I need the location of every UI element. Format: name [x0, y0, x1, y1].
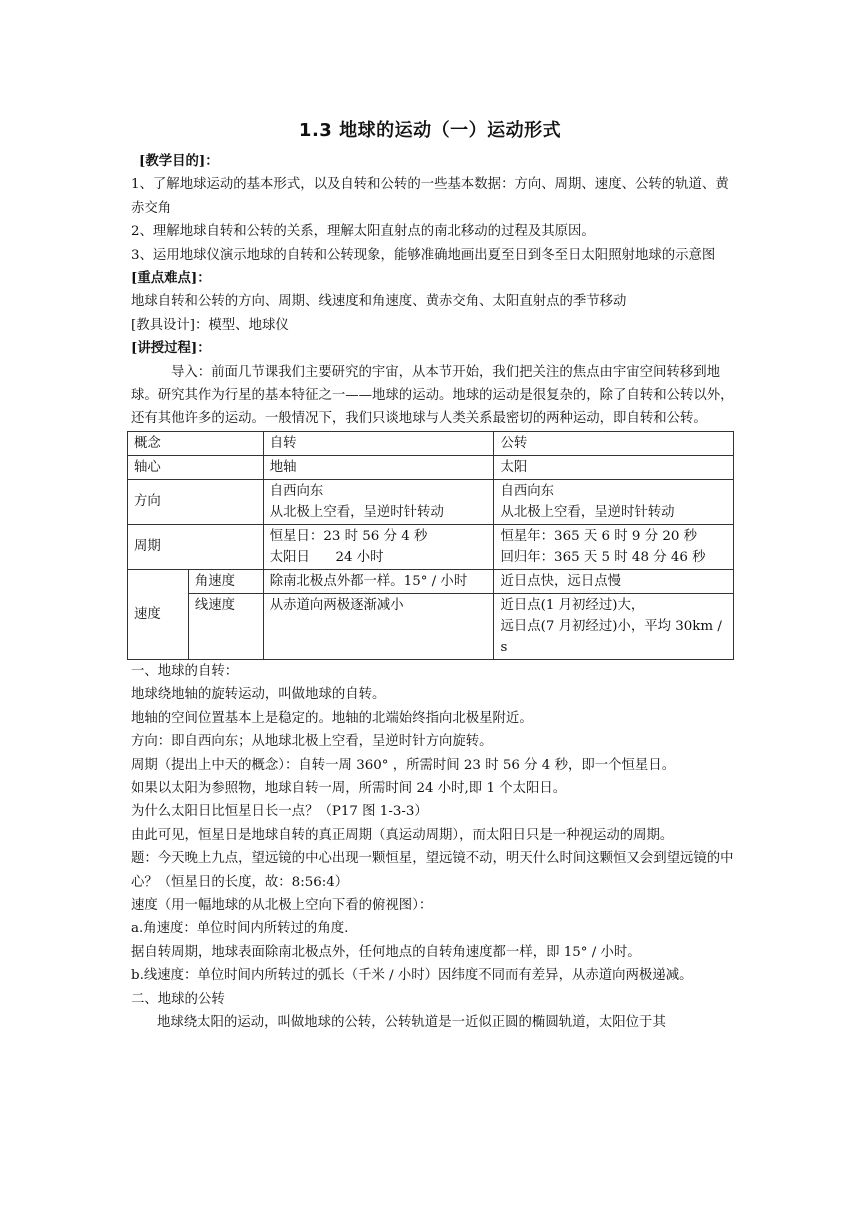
- table-cell: 方向: [128, 479, 264, 524]
- section-heading: 二、地球的公转: [131, 991, 225, 1007]
- body-line: 地球绕太阳的运动，叫做地球的公转，公转轨道是一近似正圆的椭圆轨道，太阳位于其: [157, 1014, 666, 1030]
- table-header-cell: 公转: [494, 431, 734, 455]
- body-line: 方向：即自西向东；从地球北极上空看，呈逆时针方向旋转。: [131, 734, 493, 750]
- page-title: 1.3 地球的运动（一）运动形式: [298, 120, 562, 141]
- cell-line: 从北极上空看，呈逆时针转动: [500, 504, 675, 520]
- cell-line: 从北极上空看，呈逆时针转动: [269, 504, 444, 520]
- key-text: 地球自转和公转的方向、周期、线速度和角速度、黄赤交角、太阳直射点的季节移动: [131, 294, 627, 310]
- cell-line: 恒星年：365 天 6 时 9 分 20 秒: [500, 528, 698, 544]
- cell-line: 自西向东: [269, 483, 324, 499]
- body-line: 为什么太阳日比恒星日长一点？（P17 图 1-3-3）: [131, 804, 428, 820]
- comparison-table: [127, 431, 734, 660]
- key-heading: [重点难点]：: [131, 270, 211, 287]
- table-row: [128, 431, 734, 455]
- body-line: 周期（提出上中天的概念）：自转一周 360° ，所需时间 23 时 56 分 4 秒，即一个恒星日。: [131, 757, 676, 773]
- table-cell: 线速度: [188, 593, 263, 659]
- cell-line: 近日点(1 月初经过)大，: [500, 597, 645, 613]
- body-line: 据自转周期，地球表面除南北极点外，任何地点的自转角速度都一样，即 15° / 小时。: [131, 944, 641, 960]
- body-line: 题：今天晚上九点，望远镜的中心出现一颗恒星，望远镜不动，明天什么时间这颗恒又会到望远镜的中心？（恒星日的长度，故：8:56:4）: [131, 851, 734, 890]
- body-line: 地轴的空间位置基本上是稳定的。地轴的北端始终指向北极星附近。: [131, 710, 533, 726]
- table-row: [128, 593, 734, 659]
- table-cell: 地轴: [263, 455, 494, 479]
- body-line: 由此可见，恒星日是地球自转的真正周期（真运动周期），而太阳日只是一种视运动的周期。: [131, 827, 674, 843]
- table-cell: 太阳: [494, 455, 734, 479]
- body-line: b.线速度：单位时间内所转过的弧长（千米 / 小时）因纬度不同而有差异，从赤道向两极递减。: [131, 968, 693, 984]
- cell-line: 远日点(7 月初经过)小，平均 30km / s: [500, 618, 722, 655]
- table-row: [128, 479, 734, 524]
- table-cell: 角速度: [188, 569, 263, 593]
- table-cell: 周期: [128, 524, 264, 569]
- objective-item: 3、运用地球仪演示地球的自转和公转现象，能够准确地画出夏至日到冬至日太阳照射地球的示意图: [131, 247, 716, 263]
- table-cell: [263, 479, 494, 524]
- objective-item: 2、理解地球自转和公转的关系，理解太阳直射点的南北移动的过程及其原因。: [131, 224, 595, 240]
- table-cell: 近日点快，远日点慢: [494, 569, 734, 593]
- table-cell: 轴心: [128, 455, 264, 479]
- intro-paragraph: 导入：前面几节课我们主要研究的宇宙，从本节开始，我们把关注的焦点由宇宙空间转移到地球。研究其作为行星的基本特征之一——地球的运动。地球的运动是很复杂的，除了自转和公转以外，还有其他许多的运动。一般情况下，我们只谈地球与人类关系最密切的两种运动，即自转和公转。: [131, 364, 734, 427]
- cell-line: 回归年：365 天 5 时 48 分 46 秒: [500, 549, 706, 565]
- table-cell: [494, 524, 734, 569]
- table-cell: [494, 593, 734, 659]
- body-line: a.角速度：单位时间内所转过的角度.: [131, 921, 349, 937]
- table-row: [128, 455, 734, 479]
- tools-line: [教具设计]：模型、地球仪: [131, 317, 289, 333]
- table-cell: 速度: [128, 569, 189, 659]
- table-cell: [263, 524, 494, 569]
- cell-line: 恒星日：23 时 56 分 4 秒: [269, 528, 428, 544]
- body-line: 速度（用一幅地球的从北极上空向下看的俯视图）：: [131, 897, 433, 913]
- table-cell: 除南北极点外都一样。15° / 小时: [263, 569, 494, 593]
- objective-heading: [教学目的]：: [139, 153, 219, 169]
- body-line: 如果以太阳为参照物，地球自转一周，所需时间 24 小时,即 1 个太阳日。: [131, 780, 567, 796]
- objective-item: 1、了解地球运动的基本形式，以及自转和公转的一些基本数据：方向、周期、速度、公转的轨道、黄赤交角: [131, 177, 729, 216]
- body-line: 地球绕地轴的旋转运动，叫做地球的自转。: [131, 687, 386, 703]
- document-body: [131, 150, 736, 1034]
- cell-line: 太阳日 24 小时: [269, 549, 384, 565]
- table-cell: 从赤道向两极逐渐减小: [263, 593, 494, 659]
- section-heading: 一、地球的自转：: [131, 663, 239, 679]
- process-heading: [讲授过程]：: [131, 340, 211, 357]
- table-row: [128, 569, 734, 593]
- table-header-cell: 自转: [263, 431, 494, 455]
- table-row: [128, 524, 734, 569]
- table-cell: [494, 479, 734, 524]
- cell-line: 自西向东: [500, 483, 555, 499]
- table-header-cell: 概念: [128, 431, 264, 455]
